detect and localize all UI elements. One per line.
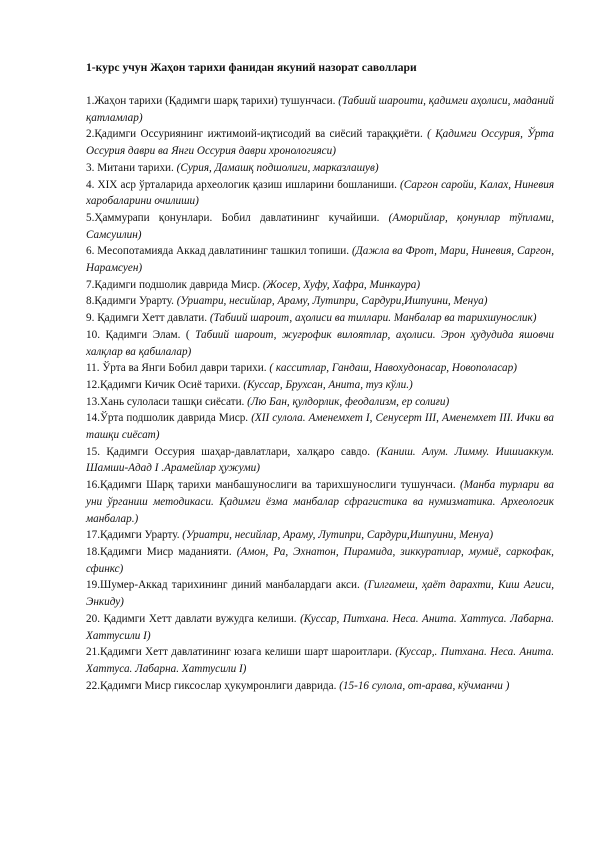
question-item (86, 160, 554, 177)
question-topics: (Саргон саройи, Калах, Ниневия харобаларини очилиши) (86, 178, 555, 208)
question-item (86, 177, 554, 210)
question-topics: (Гилгамеш, ҳаёт дарахти, Киш Агиси, Энкиду) (86, 579, 554, 609)
question-item (86, 310, 554, 327)
question-topics: (Уриатри, несийлар, Араму, Лутипри, Сардури,Ишпуини, Менуа) (176, 295, 488, 308)
question-text: 7.Қадимги подшолик даврида Миср. (86, 278, 261, 291)
question-text: 14.Ўрта подшолик даврида Миср. (86, 412, 249, 425)
question-item (86, 360, 554, 377)
question-text: 1.Жаҳон тарихи (Қадимги шарқ тарихи) тушунчаси. (86, 95, 336, 107)
question-item (86, 611, 554, 644)
question-topics: (Аморийлар, қонунлар тўплами, Самсуилин) (86, 211, 555, 241)
question-topics: (Дажла ва Фрот, Мари, Ниневия, Саргон, Нарамсуен) (86, 245, 555, 275)
document-title: 1-курс учун Жаҳон тарихи фанидан якуний назорат саволлари (86, 61, 417, 74)
question-item (86, 544, 554, 577)
question-item (86, 210, 554, 243)
question-text: 3. Митани тарихи. (86, 161, 174, 174)
question-item (86, 243, 554, 276)
question-text: 12.Қадимги Кичик Осиё тарихи. (86, 378, 241, 391)
question-item (86, 477, 554, 527)
question-text: 9. Қадимги Хетт давлати. (86, 312, 208, 325)
question-topics: (15-16 сулола, от-арава, кўчманчи ) (339, 679, 510, 692)
question-topics: (Куссар, Питхана. Неса. Анита. Хаттуса. Лабарна. Хаттусили I) (86, 612, 554, 642)
question-topics: (Каниш. Алум. Лимму. Иишиаккум. Шамши-Адад I .Арамейлар ҳужуми) (86, 445, 555, 475)
question-text: 6. Месопотамияда Аккад давлатининг ташкил топиши. (86, 245, 350, 258)
question-text: 20. Қадимги Хетт давлати вужудга келиши. (86, 612, 297, 625)
question-item (86, 678, 554, 695)
question-text: 17.Қадимги Урарту. (86, 529, 180, 542)
question-text: 18.Қадимги Миср маданияти. (86, 545, 232, 558)
question-item (86, 527, 554, 544)
question-text: 2.Қадимги Оссуриянинг ижтимоий-иқтисодий ва сиёсий тараққиёти. (86, 128, 423, 141)
question-topics: ( Қадимги Оссурия, Ўрта Оссурия даври ва Янги Оссурия даври хронологияси) (86, 128, 555, 158)
question-topics: (Куссар, Брухсан, Анита, туз кўли.) (243, 378, 413, 391)
question-text: 10. Қадимги Элам. ( (86, 328, 190, 341)
question-topics: (Манба турлари ва уни ўрганиш методикаси. Қадимги ёзма манбалар сфрагистика ва нумизматика. Археологик манбалар.) (86, 479, 554, 525)
question-topics: Табиий шароит, жугрофик вилоятлар, аҳолиси. Эрон ҳудудида яшовчи халқлар ва қабилалар) (86, 328, 555, 358)
question-topics: (Сурия, Дамашқ подшолиги, марказлашув) (176, 161, 379, 174)
question-topics: (XII сулола. Аменемхет I, Сенусерт III, Аменемхет III. Ички ва ташқи сиёсат) (86, 412, 555, 442)
question-item (86, 444, 554, 477)
question-topics: (Куссар,. Питхана. Неса. Анита. Хаттуса. Лабарна. Хаттусили I) (86, 646, 554, 675)
question-text: 11. Ўрта ва Янги Бобил даври тарихи. (86, 362, 267, 375)
question-item (86, 277, 554, 294)
question-text: 8.Қадимги Урарту. (86, 295, 174, 308)
question-item (86, 410, 554, 443)
question-topics: (Жосер, Хуфу, Хафра, Минкаура) (262, 278, 421, 291)
question-item (86, 644, 554, 677)
question-text: 13.Хань сулоласи ташқи сиёсати. (86, 395, 245, 408)
question-topics: (Табиий шароит, аҳолиси ва тиллари. Манбалар ва тарихшунослик) (209, 312, 537, 325)
question-text: 22.Қадимги Миср гиксослар ҳукумронлиги даврида. (86, 679, 337, 692)
question-text: 16.Қадимги Шарқ тарихи манбашунослиги ва тарихшунослиги тушунчаси. (86, 479, 456, 492)
question-item (86, 327, 554, 360)
question-topics: (Лю Бан, қулдорлик, феодализм, ер солиғи) (247, 395, 450, 408)
question-item (86, 93, 554, 126)
question-list (86, 93, 554, 694)
question-item (86, 377, 554, 394)
question-item (86, 293, 554, 310)
question-item (86, 126, 554, 159)
question-item (86, 577, 554, 610)
question-text: 5.Ҳаммурапи қонунлари. Бобил давлатининг кучайиши. (86, 211, 380, 224)
question-text: 19.Шумер-Аккад тарихининг диний манбалардаги акси. (86, 579, 360, 592)
question-topics: (Уриатри, несийлар, Араму, Лутипри, Сардури,Ишпуини, Менуа) (182, 529, 494, 542)
question-item (86, 394, 554, 411)
question-topics: (Табиий шароити, қадимги аҳолиси, маданий қатламлар) (86, 95, 554, 124)
question-text: 21.Қадимги Хетт давлатининг юзага келиши шарт шароитлари. (86, 646, 392, 659)
question-topics: ( касситлар, Гандаш, Навохудонасар, Новополасар) (269, 362, 517, 375)
question-text: 4. XIX аср ўрталарида археологик қазиш ишларини бошланиши. (86, 178, 397, 191)
question-text: 15. Қадимги Оссурия шаҳар-давлатлари, халқаро савдо. (86, 445, 371, 458)
question-topics: (Амон, Ра, Эхнатон, Пирамида, зиккуратлар, мумиё, саркофак, сфинкс) (86, 545, 554, 575)
